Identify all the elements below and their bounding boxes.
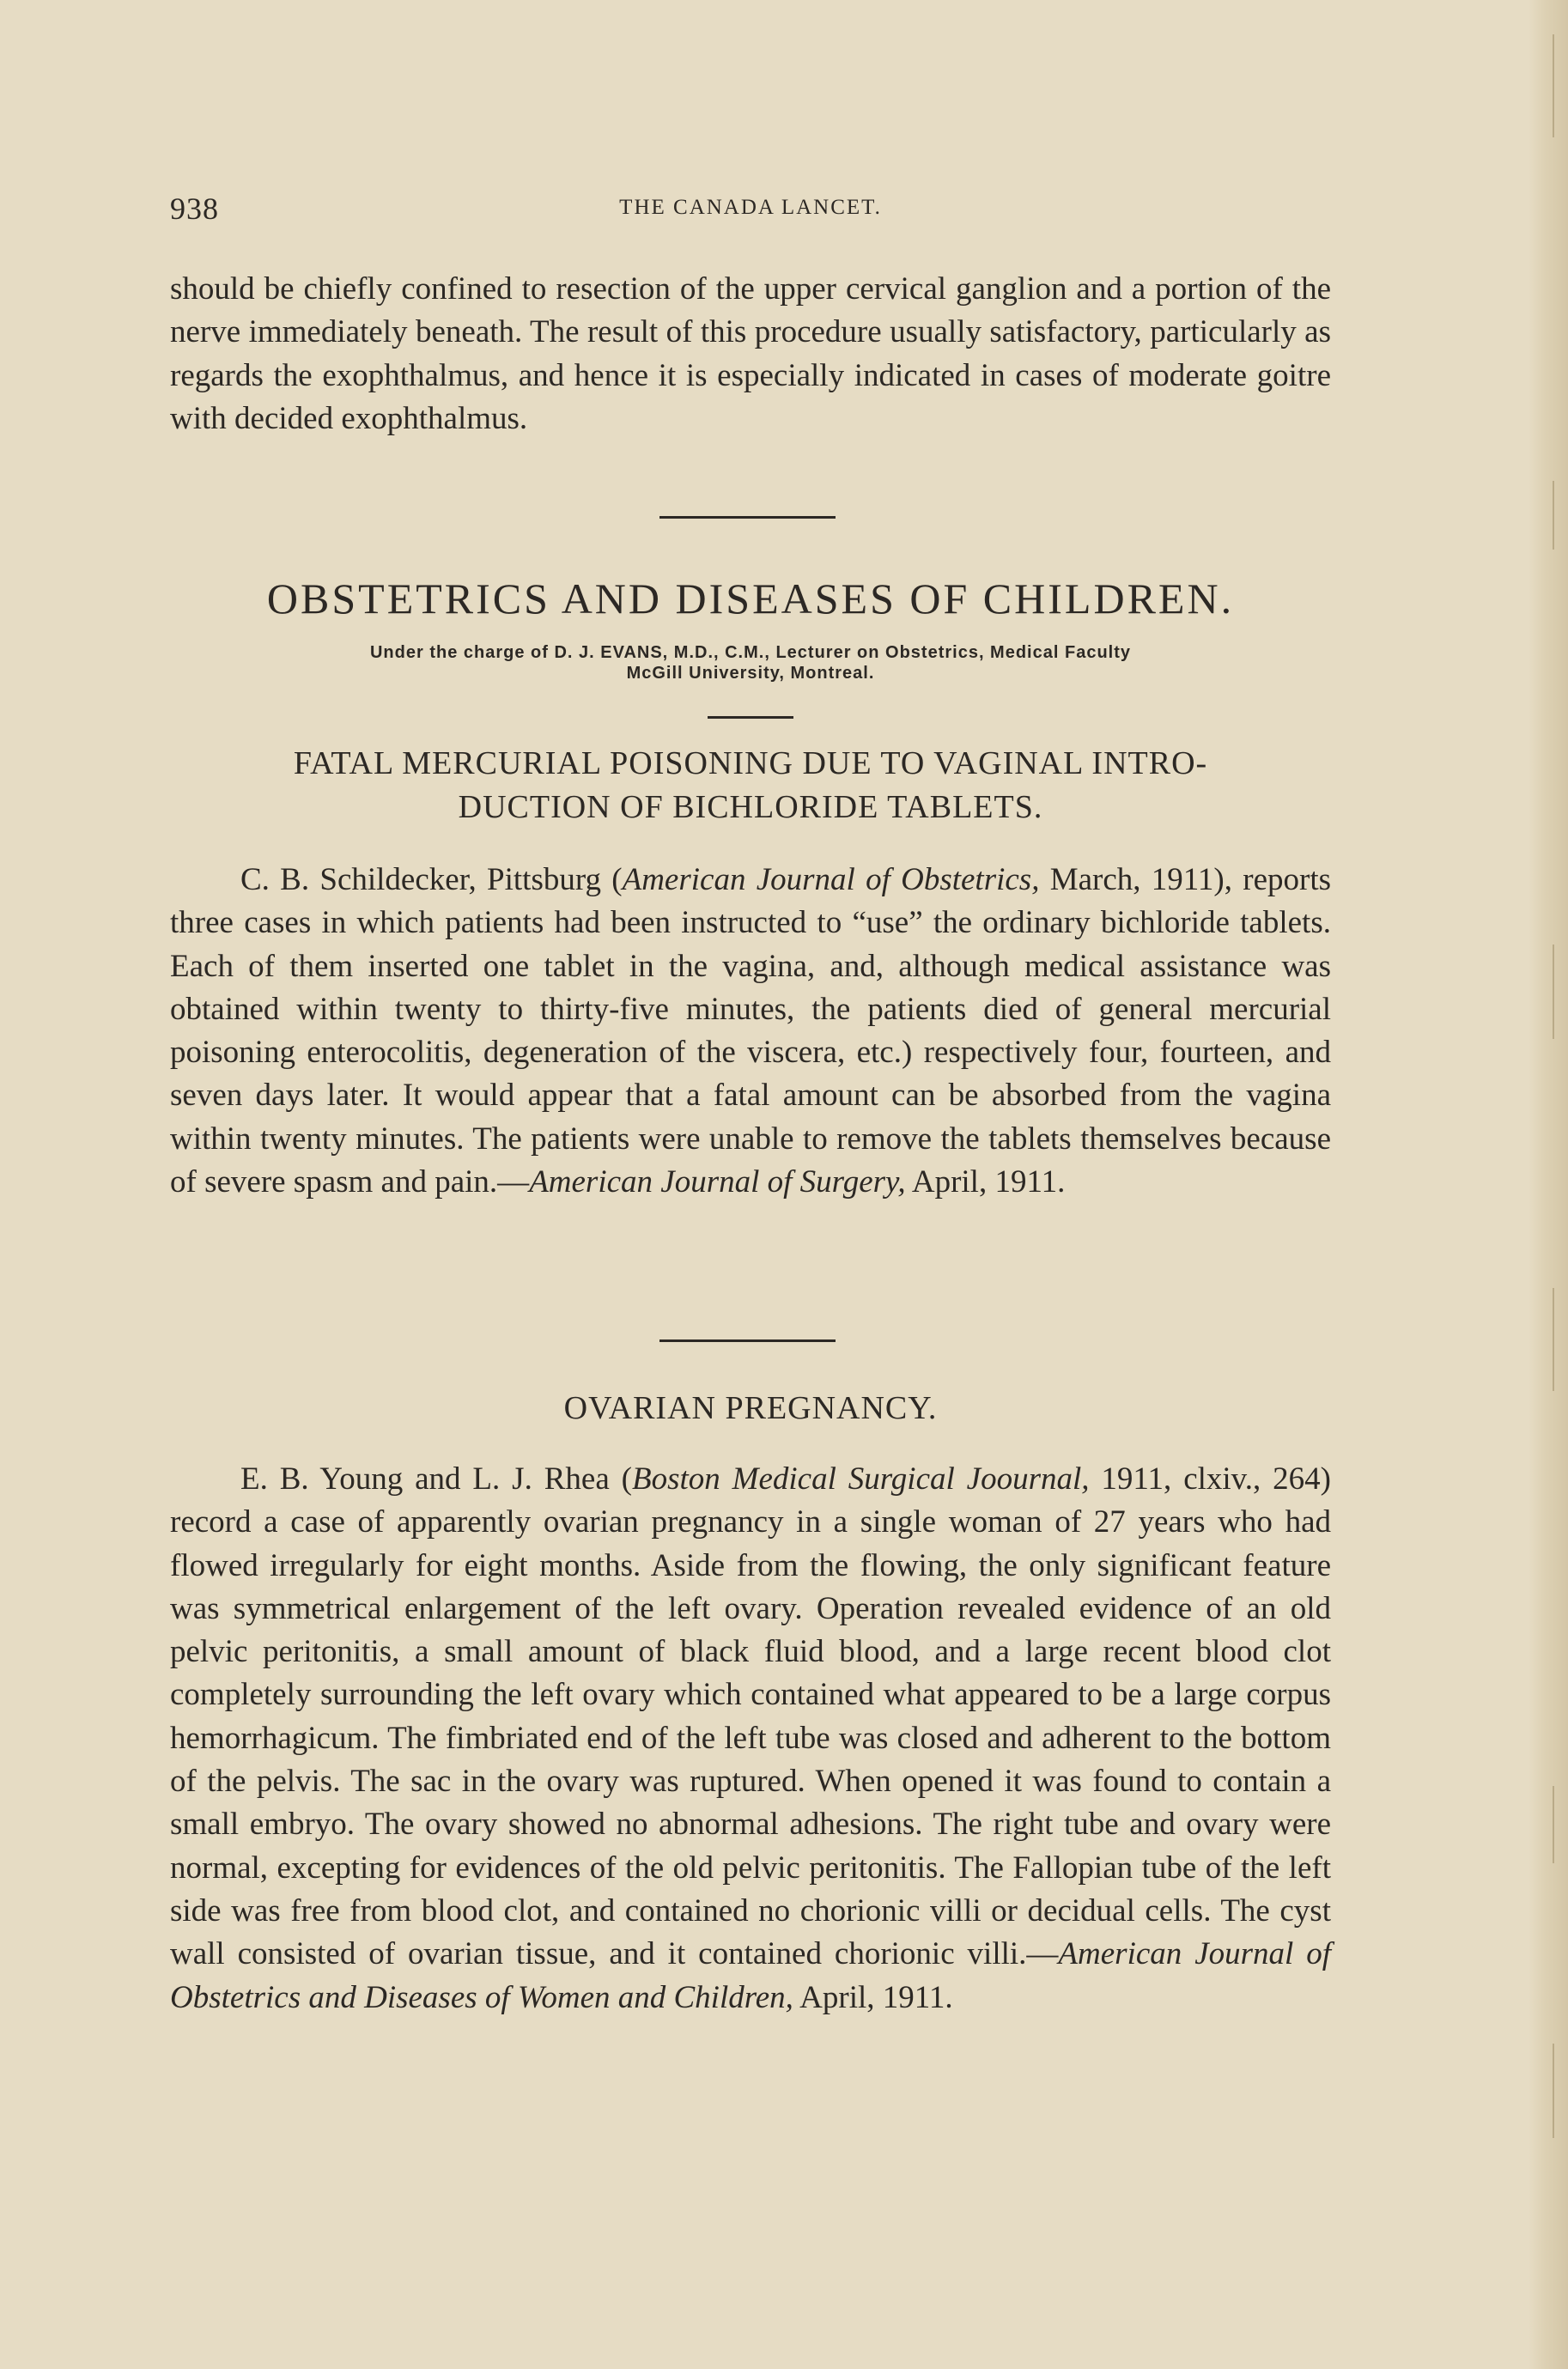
article-2-lead: E. B. Young and L. J. Rhea ( xyxy=(240,1461,632,1497)
edge-mark xyxy=(1553,1786,1554,1863)
section-title: OBSTETRICS AND DISEASES OF CHILDREN. xyxy=(266,574,1235,623)
edge-mark xyxy=(1553,1288,1554,1391)
divider xyxy=(659,516,836,519)
article-2-body xyxy=(170,1458,1331,2020)
article-1-paragraph xyxy=(170,859,1331,1204)
article-2-date: April, 1911. xyxy=(793,1979,953,2015)
article-2-citation: Boston Medical Surgical Joournal, xyxy=(631,1461,1090,1497)
intro-paragraph-block xyxy=(170,268,1331,440)
section-credit-line-2: McGill University, Montreal. xyxy=(626,664,875,683)
article-2-title: OVARIAN PREGNANCY. xyxy=(563,1390,938,1426)
article-1-title-line-1: FATAL MERCURIAL POISONING DUE TO VAGINAL INTRO- xyxy=(293,745,1208,781)
article-1-citation: American Journal of Obstetrics, xyxy=(622,862,1040,897)
article-1-date: April, 1911. xyxy=(905,1164,1066,1200)
article-1-title-line-2: DUCTION OF BICHLORIDE TABLETS. xyxy=(458,789,1043,825)
edge-mark xyxy=(1553,481,1554,550)
article-1-text: March, 1911), reports three cases in which patients had been instructed to “use” the ordinary bichloride tablets. Each of them inserted one tablet in the vagina, and, although medical assistance was obtained within twenty to thirty-five minutes, the patients died of general mercurial poisoning enterocolitis, degeneration of the viscera, etc.) respectively four, fourteen, and seven days later. It would appear that a fatal amount can be absorbed from the vagina within twenty minutes. The patients were unable to remove the tablets themselves because of severe spasm and pain.— xyxy=(170,862,1331,1200)
article-2-text: 1911, clxiv., 264) record a case of apparently ovarian pregnancy in a single woman of 27 years who had flowed irregularly for eight months. Aside from the flowing, the only significant feature was symmetrical enlargement of the left ovary. Operation revealed evidence of an old pelvic peritonitis, a small amount of black fluid blood, and a large recent blood clot completely surrounding the left ovary which contained what appeared to be a large corpus hemorrhagicum. The fimbriated end of the left tube was closed and adherent to the bottom of the pelvis. The sac in the ovary was ruptured. When opened it was found to contain a small embryo. The ovary showed no abnormal adhesions. The right tube and ovary were normal, excepting for evidences of the old pelvic peritonitis. The Fallopian tube of the left side was free from blood clot, and contained no chorionic villi or decidual cells. The cyst wall consisted of ovarian tissue, and it contained chorionic villi.— xyxy=(170,1461,1331,1972)
edge-mark xyxy=(1553,34,1554,137)
article-1-source: American Journal of Surgery, xyxy=(529,1164,906,1200)
intro-paragraph: should be chiefly confined to resection of the upper cervical ganglion and a portion of the nerve immediately beneath. The result of this procedure usually satisfactory, particularly as regards the exophthalmus, and hence it is especially indicated in cases of moderate goitre with decided exophthalmus. xyxy=(170,271,1331,436)
article-2-source: American Journal of Obstetrics and Diseases of Women and Children, xyxy=(170,1936,1331,2015)
edge-mark xyxy=(1553,945,1554,1039)
divider xyxy=(659,1339,836,1342)
article-1-body xyxy=(170,859,1331,1204)
divider xyxy=(708,716,793,719)
section-credit-line-1: Under the charge of D. J. EVANS, M.D., C.M., Lecturer on Obstetrics, Medical Faculty xyxy=(369,643,1131,662)
journal-title: THE CANADA LANCET. xyxy=(619,196,882,219)
article-2-paragraph xyxy=(170,1458,1331,2020)
page-edge xyxy=(1528,0,1568,2369)
edge-mark xyxy=(1553,2044,1554,2138)
article-1-lead: C. B. Schildecker, Pittsburg ( xyxy=(240,862,623,897)
running-head xyxy=(170,191,1331,234)
page-number: 938 xyxy=(170,191,219,226)
